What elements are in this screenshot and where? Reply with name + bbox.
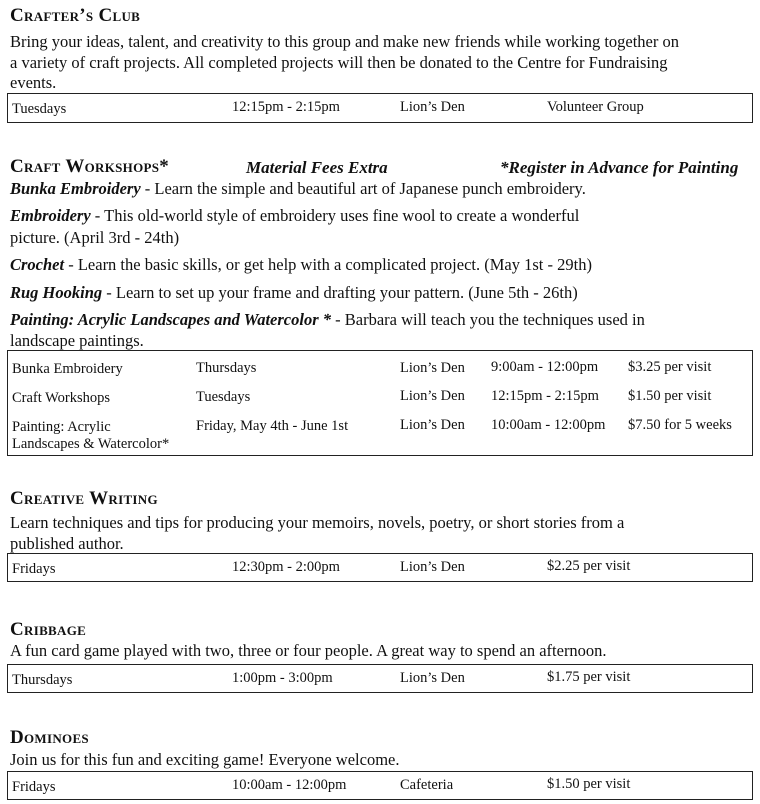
schedule-time: 9:00am - 12:00pm: [491, 359, 599, 375]
workshop-desc: - Barbara will teach you the techniques used in: [331, 310, 645, 329]
cribbage-schedule-table: [7, 664, 753, 693]
workshop-desc: - Learn the simple and beautiful art of Japanese punch embroidery.: [140, 179, 586, 198]
material-fees-note: Material Fees Extra: [246, 158, 388, 177]
schedule-time: 1:00pm - 3:00pm: [232, 670, 333, 686]
workshop-name: Embroidery: [10, 206, 91, 225]
crafters-club-title: Crafter’s Club: [10, 5, 141, 26]
schedule-name: Bunka Embroidery: [12, 361, 123, 377]
workshop-desc: - Learn the basic skills, or get help with a complicated project. (May 1st - 29th): [64, 255, 592, 274]
dominoes-desc-line-1: Join us for this fun and exciting game! Everyone welcome.: [10, 750, 400, 769]
schedule-day: Friday, May 4th - June 1st: [196, 418, 349, 434]
creative-writing-desc-line-1: Learn techniques and tips for producing your memoirs, novels, poetry, or short stories from a: [10, 513, 625, 532]
schedule-name: Craft Workshops: [12, 390, 111, 406]
schedule-name-line-2: Landscapes & Watercolor*: [12, 436, 170, 452]
register-advance-note: *Register in Advance for Painting: [500, 158, 739, 177]
schedule-location: Lion’s Den: [400, 417, 465, 433]
schedule-day: Fridays: [12, 779, 56, 795]
workshop-painting-line-2: landscape paintings.: [10, 331, 144, 350]
schedule-location: Lion’s Den: [400, 99, 465, 115]
workshop-desc: - Learn to set up your frame and drafting your pattern. (June 5th - 26th): [102, 283, 578, 302]
dominoes-schedule-table: [7, 771, 753, 800]
crafters-club-desc-line-3: events.: [10, 73, 57, 92]
schedule-time: 12:15pm - 2:15pm: [232, 99, 340, 115]
workshop-embroidery: [10, 205, 579, 227]
schedule-name: Painting: Acrylic: [12, 419, 111, 435]
dominoes-title: Dominoes: [10, 727, 89, 748]
schedule-fee: $3.25 per visit: [628, 359, 712, 375]
schedule-day: Thursdays: [12, 672, 73, 688]
schedule-time: 12:15pm - 2:15pm: [491, 388, 599, 404]
schedule-fee: $1.50 per visit: [547, 776, 631, 792]
schedule-note: Volunteer Group: [547, 99, 644, 115]
schedule-time: 10:00am - 12:00pm: [491, 417, 606, 433]
workshop-crochet: [10, 254, 592, 276]
schedule-fee: $1.50 per visit: [628, 388, 712, 404]
schedule-day: Tuesdays: [196, 389, 251, 405]
creative-writing-desc-line-2: published author.: [10, 534, 124, 553]
workshop-desc: - This old-world style of embroidery uses fine wool to create a wonderful: [90, 206, 580, 225]
schedule-fee: $2.25 per visit: [547, 558, 631, 574]
schedule-day: Thursdays: [196, 360, 257, 376]
schedule-location: Lion’s Den: [400, 559, 465, 575]
cribbage-title: Cribbage: [10, 619, 87, 640]
creative-writing-title: Creative Writing: [10, 488, 158, 509]
schedule-day: Fridays: [12, 561, 56, 577]
workshop-name: Rug Hooking: [10, 283, 103, 302]
workshop-name: Painting: Acrylic Landscapes and Watercolor *: [10, 310, 331, 329]
schedule-location: Cafeteria: [400, 777, 454, 793]
schedule-location: Lion’s Den: [400, 388, 465, 404]
schedule-location: Lion’s Den: [400, 360, 465, 376]
crafters-club-desc-line-2: a variety of craft projects. All completed projects will then be donated to the Centre for Fundraising: [10, 53, 668, 72]
craft-workshops-schedule-table: [7, 350, 753, 456]
schedule-location: Lion’s Den: [400, 670, 465, 686]
schedule-time: 12:30pm - 2:00pm: [232, 559, 340, 575]
workshop-rug-hooking: [10, 282, 578, 304]
cribbage-desc-line-1: A fun card game played with two, three or four people. A great way to spend an afternoon.: [10, 641, 607, 660]
workshop-painting: [10, 309, 645, 331]
workshop-embroidery-line-2: picture. (April 3rd - 24th): [10, 228, 180, 247]
crafters-club-schedule-table: [7, 93, 753, 123]
crafters-club-desc-line-1: Bring your ideas, talent, and creativity to this group and make new friends while working together on: [10, 32, 679, 51]
workshop-bunka: [10, 178, 586, 200]
craft-workshops-title: Craft Workshops*: [10, 156, 170, 177]
workshop-name: Bunka Embroidery: [10, 179, 141, 198]
schedule-day: Tuesdays: [12, 101, 67, 117]
schedule-fee: $7.50 for 5 weeks: [628, 417, 732, 433]
creative-writing-schedule-table: [7, 553, 753, 582]
workshop-name: Crochet: [10, 255, 65, 274]
schedule-fee: $1.75 per visit: [547, 669, 631, 685]
schedule-time: 10:00am - 12:00pm: [232, 777, 347, 793]
